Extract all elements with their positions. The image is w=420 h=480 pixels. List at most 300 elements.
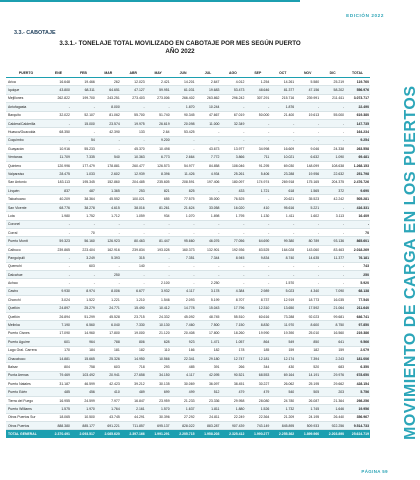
port-name-cell: Balsar <box>6 363 46 371</box>
month-value-cell: - <box>270 119 295 127</box>
row-total-cell: 263.558 <box>345 145 370 153</box>
month-value-cell: - <box>171 145 196 153</box>
month-value-cell: 3.113 <box>320 212 345 220</box>
month-value-cell: - <box>196 136 221 144</box>
month-value-cell: 4.117 <box>171 371 196 379</box>
month-value-cell: 42.390 <box>96 128 121 136</box>
month-value-cell: 18.065 <box>46 413 71 421</box>
column-header: SEP <box>245 68 270 78</box>
table-title: 3.3.1.- TONELAJE TOTAL MOVILIZADO EN CABOTAJE POR MES SEGÚN PUERTO AÑO 2022 <box>59 40 301 55</box>
month-value-cell: 540 <box>270 388 295 396</box>
month-value-cell: 8.740 <box>270 254 295 262</box>
month-value-cell: - <box>320 136 345 144</box>
month-value-cell: 485 <box>46 388 71 396</box>
month-value-cell: - <box>245 128 270 136</box>
month-value-cell: 13.650 <box>270 304 295 312</box>
month-value-cell: 20.408 <box>171 329 196 337</box>
row-total-cell: 356.967 <box>345 413 370 421</box>
month-value-cell: 934 <box>146 212 171 220</box>
month-value-cell: 17.796 <box>220 304 245 312</box>
row-total-cell: 505.281 <box>345 195 370 203</box>
month-value-cell: 22.341 <box>171 354 196 362</box>
month-value-cell: - <box>146 220 171 228</box>
month-value-cell: 7.977 <box>96 396 121 404</box>
month-value-cell: - <box>96 262 121 270</box>
row-total-cell: 219.386 <box>345 329 370 337</box>
table-row <box>6 371 370 379</box>
edition-label: EDICIÓN 2022 <box>346 13 384 18</box>
month-value-cell: 47.127 <box>121 86 146 94</box>
month-value-cell: 35.000 <box>196 195 221 203</box>
row-total-cell: 119.760 <box>345 78 370 86</box>
month-value-cell: 487 <box>71 187 96 195</box>
month-value-cell: - <box>121 229 146 237</box>
month-value-cell: - <box>121 136 146 144</box>
month-value-cell: 243.251 <box>96 94 121 102</box>
month-value-cell: - <box>320 103 345 111</box>
month-value-cell: 7.330 <box>121 321 146 329</box>
table-row <box>6 254 370 262</box>
month-value-cell: 45.370 <box>121 145 146 153</box>
table-row <box>6 279 370 287</box>
month-value-cell: 140 <box>121 262 146 270</box>
month-value-cell: 603 <box>71 262 96 270</box>
month-value-cell: 8.600 <box>295 321 320 329</box>
table-row <box>6 229 370 237</box>
month-value-cell: 10.021 <box>270 153 295 161</box>
month-value-cell: 24.897 <box>46 304 71 312</box>
month-value-cell: 315 <box>121 254 146 262</box>
total-label-cell: TOTAL GENERAL <box>6 430 46 439</box>
month-value-cell: 5.023 <box>270 287 295 295</box>
port-name-cell: Tierra del Fuego <box>6 396 46 404</box>
month-value-cell: - <box>295 119 320 127</box>
month-value-cell: 204.375 <box>320 178 345 186</box>
month-value-cell: 8.000 <box>96 103 121 111</box>
month-value-cell: 181 <box>96 346 121 354</box>
table-row <box>6 111 370 119</box>
month-value-cell: 3.932 <box>146 287 171 295</box>
table-row <box>6 312 370 320</box>
month-value-cell: 239.834 <box>121 245 146 253</box>
month-value-cell: 6.040 <box>96 321 121 329</box>
month-value-cell: - <box>96 220 121 228</box>
row-total-cell: 2.476.726 <box>345 178 370 186</box>
table-row <box>6 195 370 203</box>
month-value-cell: 81.447 <box>146 237 171 245</box>
month-value-cell: 77.056 <box>220 237 245 245</box>
month-value-cell: 47.667 <box>196 111 221 119</box>
row-total-cell: 1.268.153 <box>345 161 370 169</box>
month-value-cell: - <box>270 229 295 237</box>
month-value-cell: 64.690 <box>245 237 270 245</box>
month-value-cell: 806 <box>121 338 146 346</box>
month-value-cell: - <box>245 103 270 111</box>
month-value-cell: - <box>171 270 196 278</box>
month-value-cell: - <box>71 270 96 278</box>
month-value-cell: - <box>196 270 221 278</box>
row-total-cell: 428.154 <box>345 380 370 388</box>
month-value-cell: 262.822 <box>46 94 71 102</box>
month-value-cell: 3.178 <box>196 287 221 295</box>
month-value-cell: 59.323 <box>46 237 71 245</box>
month-value-cell: 90.345 <box>171 111 196 119</box>
month-value-cell: 9.046 <box>295 145 320 153</box>
month-value-cell: 23.336 <box>196 396 221 404</box>
month-value-cell: 456 <box>71 388 96 396</box>
row-total-cell: 147.735 <box>345 119 370 127</box>
table-row <box>6 354 370 362</box>
table-row <box>6 212 370 220</box>
month-value-cell: 24.599 <box>71 396 96 404</box>
month-value-cell: 70 <box>71 229 96 237</box>
table-row <box>6 405 370 413</box>
table-row <box>6 396 370 404</box>
month-value-cell: 15.000 <box>71 119 96 127</box>
month-value-cell: 7.460 <box>171 321 196 329</box>
month-value-cell: 307.291 <box>245 94 270 102</box>
month-value-cell: - <box>320 203 345 211</box>
month-value-cell: - <box>295 270 320 278</box>
month-value-cell: - <box>171 279 196 287</box>
month-value-cell: 59.951 <box>146 86 171 94</box>
month-value-cell: 14.960 <box>71 329 96 337</box>
month-value-cell: 821 <box>146 187 171 195</box>
month-value-cell: 174.974 <box>245 178 270 186</box>
row-total-cell: 251.798 <box>345 170 370 178</box>
month-value-cell: 17.090 <box>46 329 71 337</box>
month-value-cell: 152.860 <box>96 178 121 186</box>
total-value-cell: 2.093.517 <box>71 430 96 439</box>
month-value-cell: 92.023 <box>295 312 320 320</box>
month-value-cell: 215.716 <box>270 94 295 102</box>
month-value-cell: 48.745 <box>196 312 221 320</box>
month-value-cell: - <box>320 128 345 136</box>
month-value-cell: 2.664 <box>171 153 196 161</box>
month-value-cell: 2.421 <box>146 78 171 86</box>
row-total-cell: 69.481 <box>345 153 370 161</box>
month-value-cell: 758 <box>71 363 96 371</box>
month-value-cell: 1.546 <box>146 296 171 304</box>
month-value-cell: 922.256 <box>320 422 345 430</box>
month-value-cell: 159 <box>270 346 295 354</box>
port-name-cell: Puerto Edén <box>6 388 46 396</box>
month-value-cell: 148.099 <box>295 161 320 169</box>
month-value-cell: 25.219 <box>320 78 345 86</box>
port-name-cell: Lirquén <box>6 187 46 195</box>
column-header: OCT <box>270 68 295 78</box>
month-value-cell: 10.244 <box>196 103 221 111</box>
table-row <box>6 86 370 94</box>
total-value-cell: 2.370.491 <box>46 430 71 439</box>
month-value-cell: - <box>220 136 245 144</box>
month-value-cell: 499 <box>171 388 196 396</box>
month-value-cell: 208.591 <box>171 178 196 186</box>
month-value-cell: 26.062 <box>270 380 295 388</box>
month-value-cell: 16.560 <box>320 329 345 337</box>
month-value-cell: 5.393 <box>96 254 121 262</box>
month-value-cell: - <box>121 103 146 111</box>
table-row <box>6 178 370 186</box>
month-value-cell: 68.311 <box>71 86 96 94</box>
month-value-cell: 38.451 <box>220 380 245 388</box>
month-value-cell: 549 <box>270 338 295 346</box>
month-value-cell: 372 <box>320 187 345 195</box>
month-value-cell: 1.876 <box>270 103 295 111</box>
month-value-cell: 45.092 <box>171 312 196 320</box>
month-value-cell: 1.764 <box>96 405 121 413</box>
month-value-cell: 120.996 <box>46 161 71 169</box>
month-value-cell: - <box>320 270 345 278</box>
port-name-cell: Chonchi <box>6 296 46 304</box>
month-value-cell: 10.916 <box>46 145 71 153</box>
month-value-cell: - <box>71 220 96 228</box>
month-value-cell: 166 <box>171 346 196 354</box>
table-row <box>6 304 370 312</box>
month-value-cell: 20.098 <box>171 119 196 127</box>
month-value-cell: 197.406 <box>196 178 221 186</box>
month-value-cell: 16.847 <box>121 396 146 404</box>
month-value-cell: - <box>146 103 171 111</box>
month-value-cell: 55.000 <box>320 111 345 119</box>
month-value-cell: 42.095 <box>196 371 221 379</box>
month-value-cell: 964 <box>71 338 96 346</box>
month-value-cell: 850 <box>295 338 320 346</box>
month-value-cell: 5.580 <box>295 78 320 86</box>
month-value-cell: 69.164 <box>270 371 295 379</box>
table-row <box>6 422 370 430</box>
month-value-cell: 108.638 <box>320 161 345 169</box>
month-value-cell: 34.150 <box>146 371 171 379</box>
month-value-cell: 9.200 <box>146 136 171 144</box>
row-total-cell: 6.350 <box>345 363 370 371</box>
month-value-cell: 23.715 <box>121 312 146 320</box>
month-value-cell: 8.006 <box>96 287 121 295</box>
month-value-cell: 479 <box>220 388 245 396</box>
table-row <box>6 270 370 278</box>
port-name-cell: Lago Gral. Carrera <box>6 346 46 354</box>
column-header: PUERTO <box>6 68 46 78</box>
month-value-cell: 263.862 <box>196 94 221 102</box>
month-value-cell: 825 <box>171 187 196 195</box>
month-value-cell: 15.490 <box>121 304 146 312</box>
month-value-cell: 25.326 <box>96 354 121 362</box>
port-name-cell: Puerto Montt <box>6 237 46 245</box>
month-value-cell: 193.028 <box>146 245 171 253</box>
month-value-cell: 11.709 <box>46 153 71 161</box>
month-value-cell: 170 <box>46 346 71 354</box>
month-value-cell: 1.811 <box>196 405 221 413</box>
row-total-cell: 181.006 <box>345 354 370 362</box>
month-value-cell: 76.525 <box>220 195 245 203</box>
port-name-cell: San Vicente <box>6 203 46 211</box>
month-value-cell: 45.552 <box>96 195 121 203</box>
month-value-cell: 13.977 <box>220 145 245 153</box>
month-value-cell: 24.338 <box>320 145 345 153</box>
port-name-cell: Quellón <box>6 304 46 312</box>
month-value-cell: 77.575 <box>171 195 196 203</box>
month-value-cell: 43.673 <box>196 145 221 153</box>
port-name-cell: Castro <box>6 287 46 295</box>
month-value-cell: 7.394 <box>295 354 320 362</box>
month-value-cell: - <box>320 119 345 127</box>
month-value-cell: - <box>220 103 245 111</box>
month-value-cell: 126.573 <box>146 161 171 169</box>
total-value-cell: 1.958.203 <box>196 430 221 439</box>
month-value-cell: 262 <box>96 78 121 86</box>
month-value-cell: 828.022 <box>171 422 196 430</box>
table-row <box>6 128 370 136</box>
month-value-cell: 55.233 <box>71 145 96 153</box>
month-value-cell: 93.136 <box>320 237 345 245</box>
month-value-cell: 81.261 <box>146 203 171 211</box>
month-value-cell: 30.069 <box>171 380 196 388</box>
month-value-cell: - <box>295 229 320 237</box>
month-value-cell: 5.221 <box>295 203 320 211</box>
row-total-cell: 5.920 <box>345 279 370 287</box>
month-value-cell: 19.683 <box>196 86 221 94</box>
port-name-cell: Puerto Aguirre <box>6 338 46 346</box>
month-value-cell: 80.463 <box>121 237 146 245</box>
month-value-cell: 2.243 <box>320 354 345 362</box>
month-value-cell: 19.613 <box>295 111 320 119</box>
port-name-cell: Puerto Cisnes <box>6 329 46 337</box>
table-row <box>6 161 370 169</box>
month-value-cell: 260.477 <box>121 161 146 169</box>
month-value-cell: 26.440 <box>320 413 345 421</box>
month-value-cell: 23.959 <box>146 396 171 404</box>
month-value-cell: 27.292 <box>171 413 196 421</box>
month-value-cell: 2.647 <box>196 78 221 86</box>
month-value-cell: 1.565 <box>295 187 320 195</box>
month-value-cell: - <box>245 195 270 203</box>
month-value-cell: 2.602 <box>96 170 121 178</box>
month-value-cell: 711.857 <box>121 422 146 430</box>
month-value-cell: 1.732 <box>270 405 295 413</box>
month-value-cell: 48.646 <box>245 86 270 94</box>
month-value-cell: 47.156 <box>295 86 320 94</box>
month-value-cell: 273.403 <box>121 94 146 102</box>
month-value-cell: 16.020 <box>220 203 245 211</box>
port-name-cell: Valparaíso <box>6 170 46 178</box>
month-value-cell: 32.022 <box>46 111 71 119</box>
month-value-cell: 19.390 <box>270 329 295 337</box>
month-value-cell: - <box>295 262 320 270</box>
month-value-cell: 683 <box>320 363 345 371</box>
month-value-cell: 1.752 <box>71 212 96 220</box>
month-value-cell: 180.097 <box>220 178 245 186</box>
total-value-cell: 2.205.715 <box>171 430 196 439</box>
month-value-cell: 81.377 <box>270 86 295 94</box>
month-value-cell: 60.616 <box>245 312 270 320</box>
month-value-cell: 16.609 <box>270 145 295 153</box>
month-value-cell: 24.771 <box>96 304 121 312</box>
month-value-cell: 25.195 <box>295 380 320 388</box>
month-value-cell: 43.745 <box>96 413 121 421</box>
table-row <box>6 145 370 153</box>
column-header: MAY <box>146 68 171 78</box>
port-name-cell: Achao <box>6 279 46 287</box>
month-value-cell: 28.080 <box>245 396 270 404</box>
month-value-cell: 10.566 <box>146 354 171 362</box>
month-value-cell: 25.010 <box>295 329 320 337</box>
month-value-cell: 695.137 <box>146 422 171 430</box>
month-value-cell: 266.402 <box>171 94 196 102</box>
month-value-cell: - <box>245 279 270 287</box>
month-value-cell: 23.574 <box>96 119 121 127</box>
month-value-cell: 16.035 <box>320 296 345 304</box>
row-total-cell: 97.850 <box>345 321 370 329</box>
month-value-cell: 10.412 <box>146 304 171 312</box>
month-value-cell: 184 <box>71 346 96 354</box>
table-row <box>6 287 370 295</box>
row-total-cell: 646.741 <box>345 312 370 320</box>
month-value-cell: 4.384 <box>220 287 245 295</box>
month-value-cell: 54.977 <box>171 161 196 169</box>
month-value-cell: 19.990 <box>245 329 270 337</box>
month-value-cell: 18.260 <box>220 329 245 337</box>
month-value-cell: - <box>196 187 221 195</box>
month-value-cell: 14.201 <box>171 78 196 86</box>
month-value-cell: 16.955 <box>46 396 71 404</box>
month-value-cell: 178.881 <box>96 161 121 169</box>
column-header: DIC <box>320 68 345 78</box>
month-value-cell: - <box>196 262 221 270</box>
port-name-cell: Coronel <box>6 220 46 228</box>
column-header: JUL <box>196 68 221 78</box>
month-value-cell: - <box>96 279 121 287</box>
table-row <box>6 78 370 86</box>
month-value-cell: 1.411 <box>270 212 295 220</box>
month-value-cell: - <box>245 229 270 237</box>
month-value-cell: 46.599 <box>71 380 96 388</box>
month-value-cell: 1.057 <box>220 338 245 346</box>
month-value-cell: 512 <box>196 388 221 396</box>
month-value-cell: 39.212 <box>121 380 146 388</box>
port-name-cell: Otros Puertos <box>6 422 46 430</box>
month-value-cell: 24.332 <box>146 312 171 320</box>
month-value-cell: 110 <box>146 346 171 354</box>
table-row <box>6 187 370 195</box>
month-value-cell: 21.120 <box>146 329 171 337</box>
month-value-cell: - <box>46 262 71 270</box>
month-value-cell: - <box>46 136 71 144</box>
month-value-cell: 273.006 <box>146 94 171 102</box>
month-value-cell: 42.242 <box>320 195 345 203</box>
month-value-cell: 199.700 <box>71 94 96 102</box>
total-row <box>6 430 370 439</box>
month-value-cell: 24.811 <box>196 413 221 421</box>
month-value-cell: 1.646 <box>320 405 345 413</box>
month-value-cell: 14.881 <box>46 354 71 362</box>
month-value-cell: - <box>220 128 245 136</box>
month-value-cell: - <box>46 270 71 278</box>
month-value-cell: - <box>295 136 320 144</box>
month-value-cell: 296.242 <box>220 94 245 102</box>
month-value-cell: - <box>46 254 71 262</box>
port-name-cell: Antofagasta <box>6 103 46 111</box>
total-value-cell: 2.397.166 <box>121 430 146 439</box>
month-value-cell: 21.364 <box>320 396 345 404</box>
month-value-cell: - <box>220 279 245 287</box>
row-total-cell: - <box>345 220 370 228</box>
total-value-cell: 2.203.890 <box>320 430 345 439</box>
month-value-cell: - <box>121 270 146 278</box>
month-value-cell: 10.498 <box>146 145 171 153</box>
month-value-cell: 520 <box>295 363 320 371</box>
month-value-cell: - <box>295 279 320 287</box>
month-value-cell: 344 <box>245 363 270 371</box>
